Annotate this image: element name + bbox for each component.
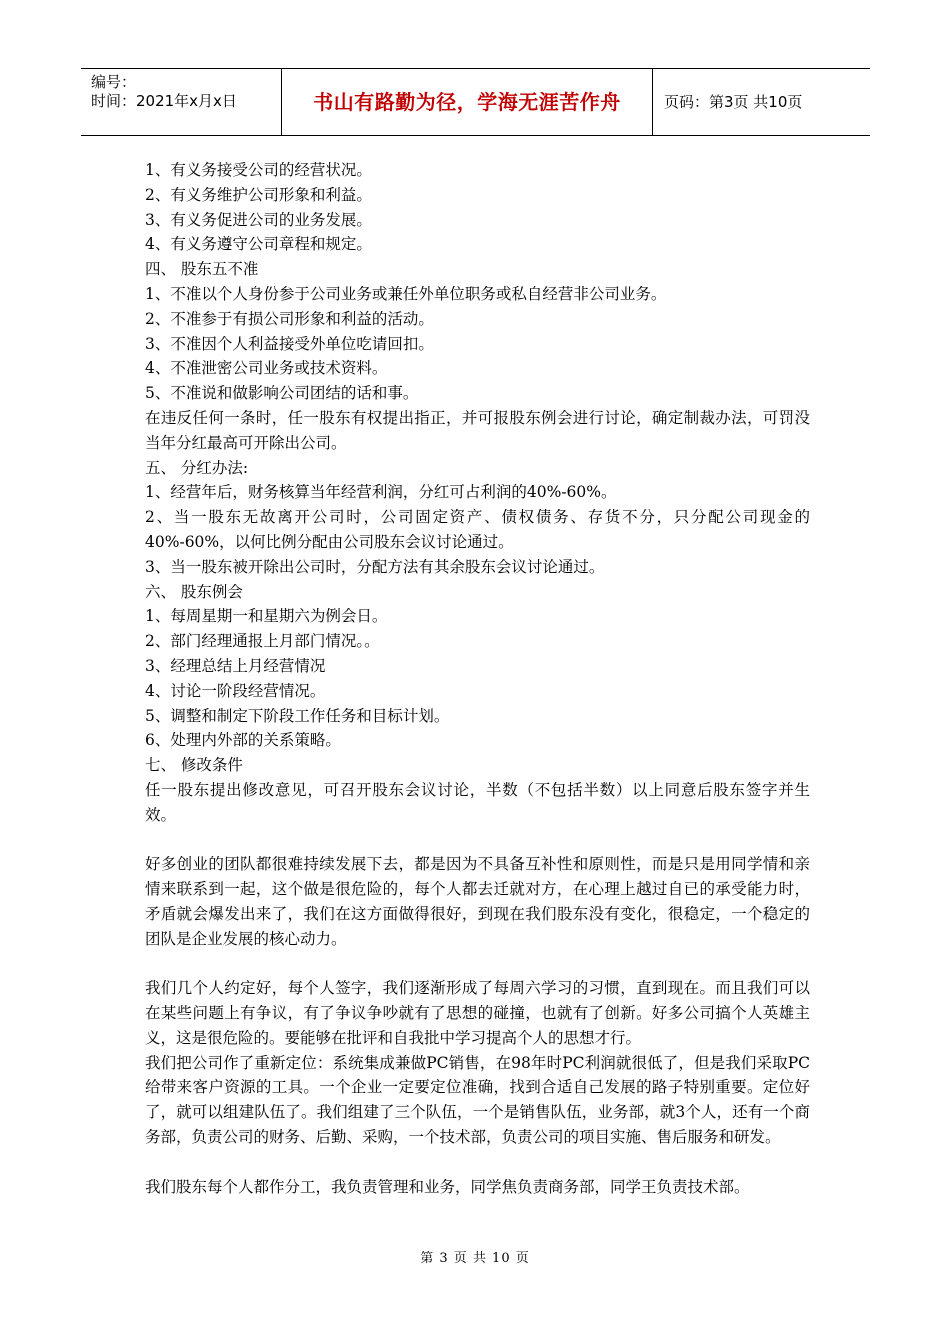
body-line: 3、不准因个人利益接受外单位吃请回扣。: [145, 334, 434, 353]
section-heading: 七、 修改条件: [145, 756, 243, 775]
section-heading: 六、 股东例会: [145, 582, 243, 601]
body-line: 1、经营年后，财务核算当年经营利润，分红可占利润的40%-60%。: [145, 483, 617, 502]
body-line: 1、每周星期一和星期六为例会日。: [145, 607, 388, 626]
body-line: 2、有义务维护公司形象和利益。: [145, 185, 372, 204]
body-paragraph: 好多创业的团队都很难持续发展下去，都是因为不具备互补性和原则性，而是只是用同学情和亲情来联系到一起，这个做是很危险的，每个人都去迁就对方，在心理上越过自已的承受能力时，矛盾就会爆发出来了，我们在这方面做得很好，到现在我们股东没有变化，很稳定，一个稳定的团队是企业发展的核心动力。: [145, 855, 810, 948]
body-line: 4、不准泄密公司业务或技术资料。: [145, 359, 388, 378]
body-line: 4、有义务遵守公司章程和规定。: [145, 235, 372, 254]
time-label: 时间：2021年x月x日: [91, 92, 237, 110]
body-paragraph: 我们股东每个人都作分工，我负责管理和业务，同学焦负责商务部，同学王负责技术部。: [145, 1177, 750, 1196]
paragraph-spacer: [145, 952, 810, 977]
body-line: 3、经理总结上月经营情况: [145, 656, 326, 675]
header-motto: 书山有路勤为径，学海无涯苦作舟: [282, 69, 653, 135]
body-line: 3、当一股东被开除出公司时，分配方法有其余股东会议讨论通过。: [145, 557, 605, 576]
paragraph-spacer: [145, 828, 810, 853]
body-line: 4、讨论一阶段经营情况。: [145, 681, 326, 700]
header-page-info: 页码：第3页 共10页: [664, 93, 803, 111]
body-line: 2、不准参于有损公司形象和利益的活动。: [145, 309, 434, 328]
body-line: 1、有义务接受公司的经营状况。: [145, 161, 372, 179]
page-header: [81, 68, 870, 136]
header-meta: [81, 69, 282, 135]
body-paragraph: 在违反任何一条时，任一股东有权提出指正，并可报股东例会进行讨论，确定制裁办法，可罚没当年分红最高可开除出公司。: [145, 408, 810, 452]
body-paragraph: 任一股东提出修改意见，可召开股东会议讨论，半数（不包括半数）以上同意后股东签字并生效。: [145, 780, 810, 824]
paragraph-spacer: [145, 1150, 810, 1175]
body-line: 3、有义务促进公司的业务发展。: [145, 210, 372, 229]
body-line: 5、不准说和做影响公司团结的话和事。: [145, 384, 419, 403]
body-line: 5、调整和制定下阶段工作任务和目标计划。: [145, 706, 450, 725]
body-paragraph: 我们把公司作了重新定位：系统集成兼做PC销售，在98年时PC利润就很低了，但是我们采取PC给带来客户资源的工具。一个企业一定要定位准确，找到合适自己发展的路子特别重要。定位好了，就可以组建队伍了。我们组建了三个队伍，一个是销售队伍，业务部，就3个人，还有一个商务部，负责公司的财务、后勤、采购，一个技术部，负责公司的项目实施、售后服务和研发。: [145, 1053, 810, 1147]
section-heading: 五、 分红办法:: [145, 458, 249, 477]
section-heading: 四、 股东五不准: [145, 260, 259, 279]
document-body: [145, 158, 810, 1199]
body-line: 2、部门经理通报上月部门情况。。: [145, 632, 380, 651]
body-line: 1、不准以个人身份参于公司业务或兼任外单位职务或私自经营非公司业务。: [145, 284, 667, 303]
body-paragraph: 我们几个人约定好，每个人签字，我们逐渐形成了每周六学习的习惯，直到现在。而且我们可以在某些问题上有争议，有了争议争吵就有了思想的碰撞，也就有了创新。好多公司搞个人英雄主义，这是很危险的。要能够在批评和自我批中学习提高个人的思想才行。: [145, 979, 810, 1047]
page-footer: 第 3 页 共 10 页: [420, 1251, 530, 1266]
body-paragraph: 2、当一股东无故离开公司时，公司固定资产、债权债务、存货不分，只分配公司现金的40%-60%，以何比例分配由公司股东会议讨论通过。: [145, 508, 810, 551]
number-label: 编号：: [91, 73, 137, 91]
body-line: 6、处理内外部的关系策略。: [145, 731, 341, 750]
